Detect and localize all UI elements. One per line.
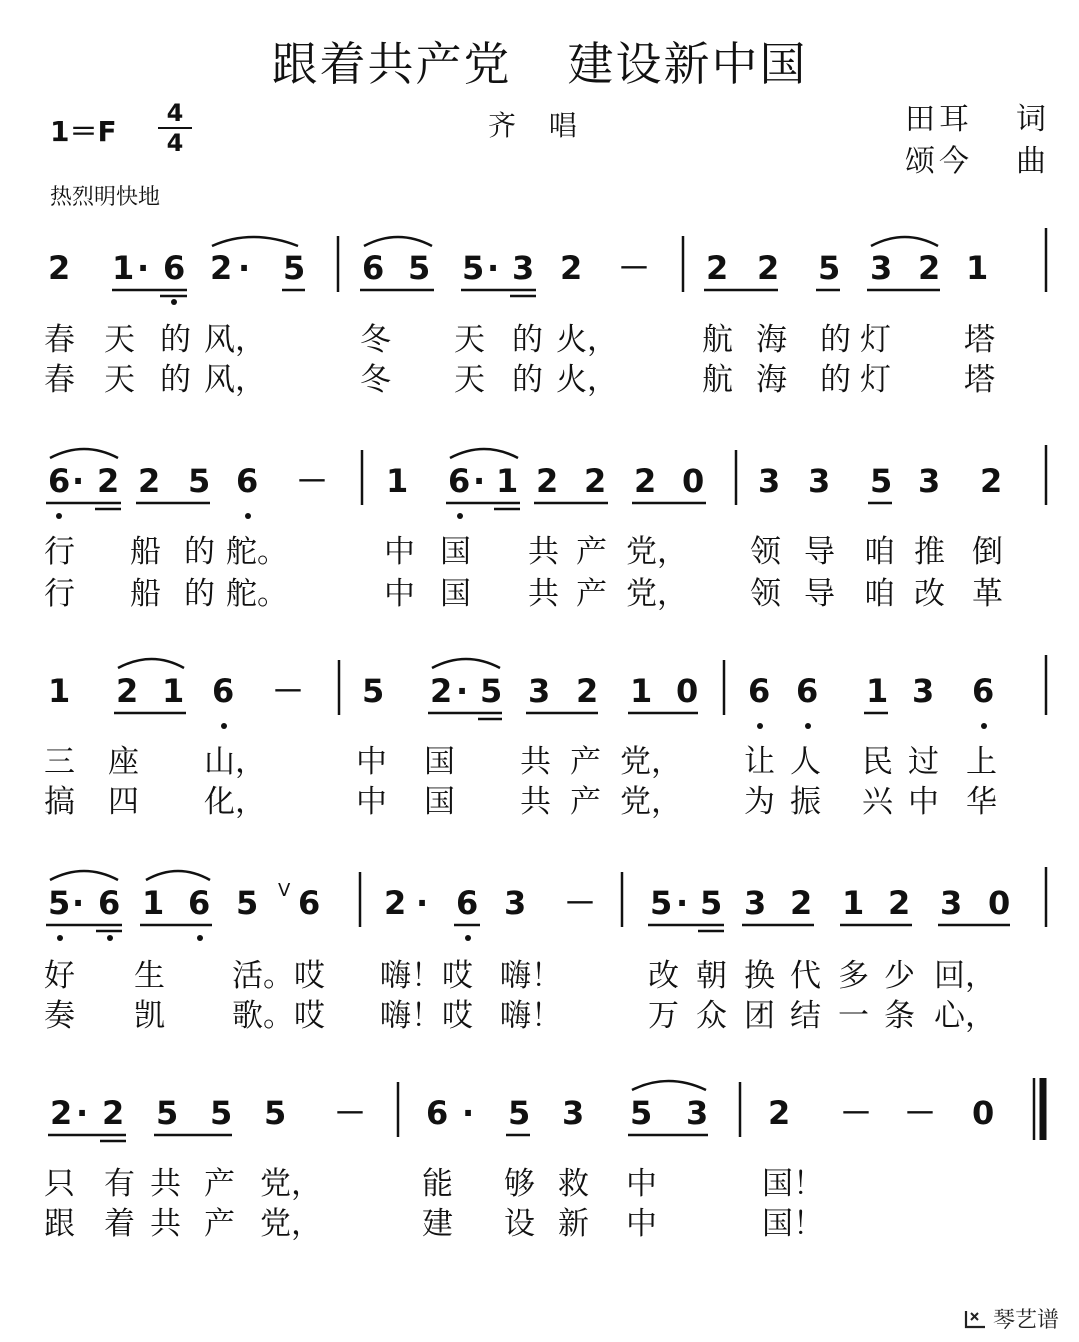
note: 1: [48, 672, 71, 710]
lyric: 的: [820, 362, 851, 398]
lyric: 改: [914, 576, 945, 612]
lyric: 推: [914, 534, 945, 570]
note: 1: [162, 672, 185, 710]
note: 5: [700, 884, 723, 922]
lyric: 产: [576, 576, 607, 612]
lyric: 生: [134, 958, 165, 994]
lyric: 为: [744, 784, 775, 820]
note: 2: [97, 462, 120, 500]
note: 1: [386, 462, 409, 500]
lyric: 党，: [260, 1166, 322, 1202]
breath-mark: V: [278, 880, 291, 901]
system-5: [44, 1078, 1043, 1242]
dot: ·: [238, 249, 251, 287]
note: 2: [116, 672, 139, 710]
meter-bottom: 4: [166, 129, 184, 157]
note: 2: [576, 672, 599, 710]
composer-role: 曲: [1016, 144, 1050, 179]
note: 0: [676, 672, 699, 710]
note: 3: [912, 672, 935, 710]
lyric: 海: [756, 322, 787, 358]
lyric: 国: [440, 534, 471, 570]
lyric: 的: [184, 534, 215, 570]
title-part2: 建设新中国: [567, 37, 808, 91]
note: 2: [50, 1094, 73, 1132]
lyric: 中: [626, 1206, 657, 1242]
lyric: 着: [104, 1206, 135, 1242]
lyric: 结: [790, 998, 821, 1034]
note: 6: [748, 672, 771, 710]
note: 6: [298, 884, 321, 922]
lyric: 上: [966, 744, 997, 780]
dot: ·: [72, 462, 85, 500]
note: 2: [790, 884, 813, 922]
dash: －: [272, 672, 305, 710]
note: 2: [210, 249, 233, 287]
lyric: 倒: [972, 534, 1003, 570]
lyric: 国！: [762, 1206, 824, 1242]
lyric: 国: [424, 784, 455, 820]
composer-name: 颂今: [905, 144, 973, 179]
lyric: 的: [820, 322, 851, 358]
note: 3: [562, 1094, 585, 1132]
note: 0: [682, 462, 705, 500]
lyric: 有: [104, 1166, 135, 1202]
lyric: 导: [804, 576, 835, 612]
note: 5: [236, 884, 259, 922]
lyric: 舵。: [226, 534, 288, 570]
note: 2: [384, 884, 407, 922]
lyric: 国！: [762, 1166, 824, 1202]
lyric: 人: [790, 744, 821, 780]
lyric: 一: [838, 998, 869, 1034]
performance-type: 齐 唱: [488, 109, 589, 142]
system-3: [44, 655, 1046, 820]
system-2: [44, 445, 1046, 612]
key-signature: 1＝F: [50, 115, 117, 148]
lyric: 领: [750, 534, 781, 570]
lyric: 嗨！哎: [380, 998, 473, 1034]
note: 2: [584, 462, 607, 500]
dot: ·: [416, 884, 429, 922]
dot: ·: [462, 1094, 475, 1132]
note: 0: [972, 1094, 995, 1132]
lyric: 救: [558, 1166, 589, 1202]
lyric: 搞: [44, 784, 75, 820]
title-part1: 跟着共产党: [271, 37, 512, 91]
lyric: 共: [520, 744, 551, 780]
meter-top: 4: [166, 99, 184, 127]
lyric: 春: [44, 362, 75, 398]
lyric: 众: [696, 998, 727, 1034]
lyric: 团: [744, 998, 775, 1034]
lyric: 换: [744, 958, 775, 994]
note: 1: [842, 884, 865, 922]
lyric: 中: [626, 1166, 657, 1202]
lyric: 革: [972, 576, 1003, 612]
note: 6: [236, 462, 259, 500]
lyric: 民: [862, 744, 893, 780]
lyric: 风，: [204, 362, 266, 398]
note: 3: [918, 462, 941, 500]
lyric: 灯: [860, 362, 891, 398]
lyric: 少: [884, 958, 915, 994]
lyric: 朝: [696, 958, 727, 994]
note: 5: [362, 672, 385, 710]
lyric: 多: [838, 958, 869, 994]
note: 2: [560, 249, 583, 287]
system-1: [44, 228, 1046, 398]
note: 5: [870, 462, 893, 500]
lyric: 过: [908, 744, 939, 780]
dash: －: [334, 1094, 367, 1132]
dash: －: [840, 1094, 873, 1132]
note: 3: [512, 249, 535, 287]
lyric: 产: [576, 534, 607, 570]
lyric: 灯: [860, 322, 891, 358]
note: 6: [448, 462, 471, 500]
lyric: 嗨！: [500, 958, 562, 994]
note: 5: [408, 249, 431, 287]
lyric: 新: [558, 1206, 589, 1242]
lyric: 让: [744, 744, 775, 780]
note: 5: [283, 249, 306, 287]
lyric: 行: [44, 534, 75, 570]
note: 5: [818, 249, 841, 287]
note: 5: [210, 1094, 233, 1132]
lyric: 建: [422, 1206, 453, 1242]
tempo-marking: 热烈明快地: [50, 185, 161, 210]
lyric: 党，: [626, 576, 688, 612]
lyric: 的: [512, 362, 543, 398]
lyricist-name: 田耳: [905, 102, 973, 137]
note: 1: [866, 672, 889, 710]
note: 2: [757, 249, 780, 287]
lyric: 奏: [44, 998, 75, 1034]
lyric: 中: [356, 744, 387, 780]
lyric: 党，: [260, 1206, 322, 1242]
note: 3: [758, 462, 781, 500]
lyric: 共: [520, 784, 551, 820]
note: 6: [972, 672, 995, 710]
note: 6: [48, 462, 71, 500]
lyric: 党，: [620, 784, 682, 820]
lyric: 舵。: [226, 576, 288, 612]
note: 3: [504, 884, 527, 922]
lyric: 共: [528, 534, 559, 570]
lyric: 好: [44, 958, 75, 994]
note: 6: [362, 249, 385, 287]
note: 6: [163, 249, 186, 287]
brand-name: 琴艺谱: [992, 1308, 1059, 1333]
note: 1: [496, 462, 519, 500]
note: 6: [796, 672, 819, 710]
note: 3: [744, 884, 767, 922]
lyric: 冬: [360, 322, 391, 358]
note: 6: [426, 1094, 449, 1132]
lyric: 代: [790, 958, 821, 994]
dot: ·: [76, 1094, 89, 1132]
lyric: 海: [756, 362, 787, 398]
lyric: 中: [384, 534, 415, 570]
lyric: 船: [130, 534, 161, 570]
note: 5: [462, 249, 485, 287]
lyric: 产: [570, 744, 601, 780]
note: 3: [870, 249, 893, 287]
lyric: 国: [440, 576, 471, 612]
note: 2: [768, 1094, 791, 1132]
lyric: 天: [454, 322, 485, 358]
lyric: 山，: [204, 744, 266, 780]
lyric: 振: [790, 784, 821, 820]
note: 2: [634, 462, 657, 500]
note: 0: [988, 884, 1011, 922]
lyricist-role: 词: [1016, 102, 1050, 137]
dot: ·: [487, 249, 500, 287]
dot: ·: [72, 884, 85, 922]
note: 3: [808, 462, 831, 500]
note: 5: [508, 1094, 531, 1132]
lyric: 天: [104, 362, 135, 398]
lyric: 航: [702, 362, 733, 398]
lyric: 咱: [864, 576, 895, 612]
lyric: 产: [570, 784, 601, 820]
note: 5: [650, 884, 673, 922]
lyric: 火，: [556, 322, 618, 358]
lyric: 座: [108, 744, 139, 780]
note: 5: [48, 884, 71, 922]
note: 1: [630, 672, 653, 710]
lyric: 共: [150, 1166, 181, 1202]
lyric: 只: [44, 1166, 75, 1202]
note: 1: [112, 249, 135, 287]
lyric: 塔: [964, 322, 995, 358]
lyric: 嗨！哎: [380, 958, 473, 994]
note: 2: [430, 672, 453, 710]
lyric: 领: [750, 576, 781, 612]
lyric: 中: [356, 784, 387, 820]
lyric: 歌。哎: [232, 998, 325, 1034]
lyric: 的: [160, 362, 191, 398]
lyric: 条: [884, 998, 915, 1034]
lyric: 天: [104, 322, 135, 358]
note: 3: [528, 672, 551, 710]
dash: －: [904, 1094, 937, 1132]
lyric: 导: [804, 534, 835, 570]
note: 5: [156, 1094, 179, 1132]
lyric: 航: [702, 322, 733, 358]
lyric: 万: [648, 998, 679, 1034]
lyric: 的: [160, 322, 191, 358]
system-4: [44, 867, 1046, 1034]
lyric: 回，: [934, 958, 996, 994]
note: 5: [630, 1094, 653, 1132]
dash: －: [296, 462, 329, 500]
lyric: 冬: [360, 362, 391, 398]
lyric: 跟: [44, 1206, 75, 1242]
note: 5: [480, 672, 503, 710]
note: 6: [98, 884, 121, 922]
note: 3: [940, 884, 963, 922]
dash: －: [564, 884, 597, 922]
note: 2: [918, 249, 941, 287]
note: 6: [212, 672, 235, 710]
lyric: 中: [384, 576, 415, 612]
lyric: 够: [504, 1166, 535, 1202]
lyric: 三: [44, 744, 75, 780]
lyric: 国: [424, 744, 455, 780]
lyric: 共: [528, 576, 559, 612]
note: 2: [102, 1094, 125, 1132]
dot: ·: [473, 462, 486, 500]
brand-watermark: [963, 1303, 1059, 1334]
lyric: 共: [150, 1206, 181, 1242]
lyric: 四: [108, 784, 139, 820]
note: 1: [966, 249, 989, 287]
dash: －: [618, 249, 651, 287]
lyric: 党，: [620, 744, 682, 780]
dot: ·: [676, 884, 689, 922]
lyric: 的: [512, 322, 543, 358]
lyric: 的: [184, 576, 215, 612]
note: 2: [536, 462, 559, 500]
lyric: 船: [130, 576, 161, 612]
lyric: 中: [908, 784, 939, 820]
note: 5: [188, 462, 211, 500]
lyric: 华: [966, 784, 997, 820]
note: 2: [706, 249, 729, 287]
note: 1: [142, 884, 165, 922]
lyric: 活。哎: [232, 958, 325, 994]
lyric: 嗨！: [500, 998, 562, 1034]
dot: ·: [456, 672, 469, 710]
lyric: 产: [204, 1206, 235, 1242]
lyric: 咱: [864, 534, 895, 570]
lyric: 行: [44, 576, 75, 612]
note: 2: [980, 462, 1003, 500]
lyric: 火，: [556, 362, 618, 398]
note: 2: [48, 249, 71, 287]
dot: ·: [137, 249, 150, 287]
lyric: 春: [44, 322, 75, 358]
lyric: 改: [648, 958, 679, 994]
note: 2: [888, 884, 911, 922]
note: 3: [686, 1094, 709, 1132]
note: 6: [188, 884, 211, 922]
lyric: 党，: [626, 534, 688, 570]
lyric: 风，: [204, 322, 266, 358]
lyric: 产: [204, 1166, 235, 1202]
lyric: 设: [504, 1206, 535, 1242]
lyric: 化，: [204, 784, 266, 820]
brand-logo-icon: [963, 1307, 989, 1331]
note: 2: [138, 462, 161, 500]
lyric: 心，: [934, 998, 996, 1034]
lyric: 塔: [964, 362, 995, 398]
note: 5: [264, 1094, 287, 1132]
lyric: 兴: [862, 784, 893, 820]
note: 6: [456, 884, 479, 922]
lyric: 天: [454, 362, 485, 398]
lyric: 凯: [134, 998, 165, 1034]
lyric: 能: [422, 1166, 453, 1202]
